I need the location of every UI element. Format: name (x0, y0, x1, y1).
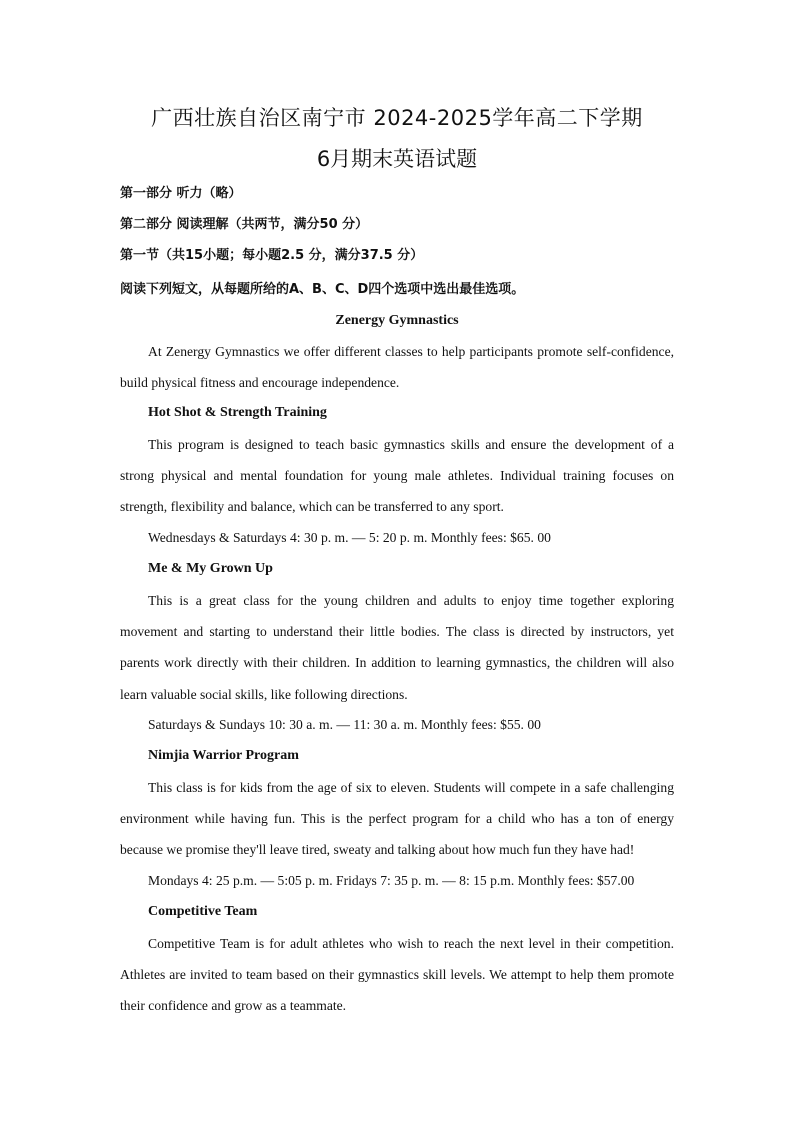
program-schedule-hot-shot: Wednesdays & Saturdays 4: 30 p. m. — 5: 20 p. m. Monthly fees: $65. 00 (148, 530, 551, 545)
exam-title-line1: 广西壮族自治区南宁市 2024-2025学年高二下学期 (151, 106, 643, 130)
program-desc-hot-shot: This program is designed to teach basic gymnastics skills and ensure the development of a strong physical and mental foundation for young male athletes. Individual training focuses on strength, flexibility and balance, which can be transferred to any sport. (120, 437, 674, 515)
program-desc-me-my-grown-up: This is a great class for the young children and adults to enjoy time together exploring movement and starting to understand their little bodies. The class is directed by instructors, yet parents work directly with their children. In addition to learning gymnastics, the children will also learn valuable social skills, like following directions. (120, 593, 674, 702)
part2-heading: 第二部分 阅读理解（共两节，满分50 分） (120, 217, 369, 232)
part1-heading: 第一部分 听力（略） (120, 186, 242, 201)
program-title-nimjia-warrior: Nimjia Warrior Program (148, 748, 299, 763)
passage-title: Zenergy Gymnastics (335, 313, 459, 328)
program-schedule-nimjia-warrior: Mondays 4: 25 p.m. — 5:05 p. m. Fridays 7: 35 p. m. — 8: 15 p.m. Monthly fees: $57.00 (148, 873, 635, 888)
reading-instruction: 阅读下列短文，从每题所给的A、B、C、D四个选项中选出最佳选项。 (120, 282, 525, 297)
program-desc-nimjia-warrior: This class is for kids from the age of six to eleven. Students will compete in a safe challenging environment while having fun. This is the perfect program for a child who has a ton of energy because we promise they'll leave tired, sweaty and talking about how much fun they have had! (120, 780, 674, 858)
exam-title-line2: 6月期末英语试题 (316, 147, 478, 171)
section1-heading: 第一节（共15小题；每小题2.5 分，满分37.5 分） (120, 248, 424, 263)
program-title-me-my-grown-up: Me & My Grown Up (148, 561, 273, 576)
program-schedule-me-my-grown-up: Saturdays & Sundays 10: 30 a. m. — 11: 30 a. m. Monthly fees: $55. 00 (148, 717, 541, 732)
program-title-competitive-team: Competitive Team (148, 904, 258, 919)
passage-intro: At Zenergy Gymnastics we offer different classes to help participants promote self-confidence, build physical fitness and encourage independence. (120, 344, 674, 391)
program-desc-competitive-team: Competitive Team is for adult athletes who wish to reach the next level in their competition. Athletes are invited to team based on their gymnastics skill levels. We attempt to help them promote their confidence and grow as a teammate. (120, 936, 674, 1014)
program-title-hot-shot: Hot Shot & Strength Training (148, 405, 327, 420)
